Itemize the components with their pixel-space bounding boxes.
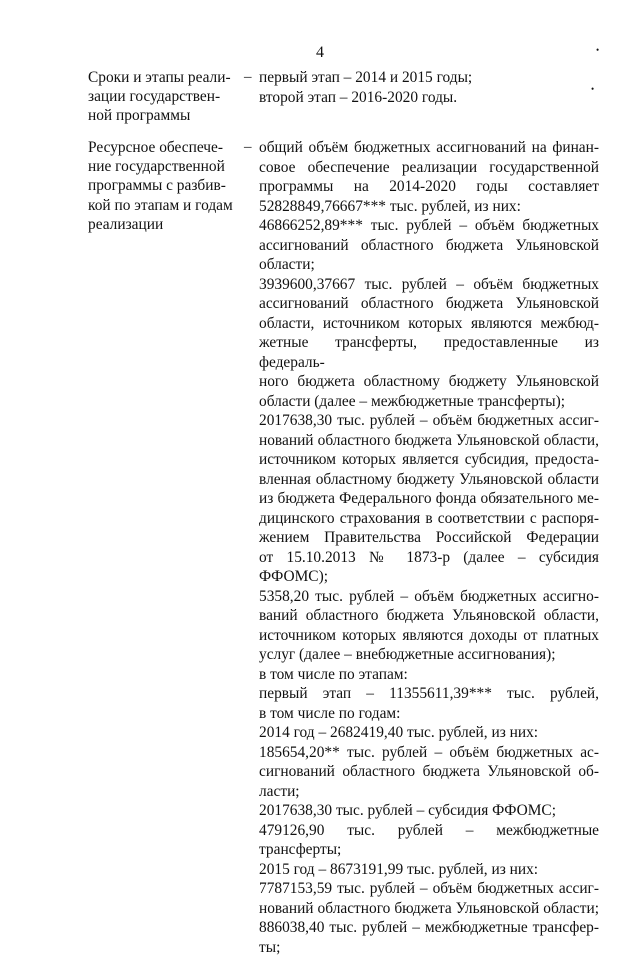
corner-mark: •	[596, 45, 599, 55]
content-line: 2014 год – 2682419,40 тыс. рублей, из них:	[259, 723, 599, 743]
content-line: первый этап – 2014 и 2015 годы;	[259, 68, 599, 88]
label-line: реализации	[88, 215, 240, 234]
content-line: сигнований областного бюджета Ульяновской об-	[259, 762, 599, 782]
content-line: в том числе по годам:	[259, 704, 599, 724]
content-line: из бюджета Федерального фонда обязательного ме-	[259, 489, 599, 509]
content-line: 479126,90 тыс. рублей – межбюджетные	[259, 821, 599, 841]
row-label	[88, 68, 240, 126]
content-line: ассигнований областного бюджета Ульяновской	[259, 294, 599, 314]
label-line: зации государствен-	[88, 87, 240, 106]
content-line: общий объём бюджетных ассигнований на финан-	[259, 138, 599, 158]
row-content	[259, 68, 599, 107]
row-label	[88, 138, 240, 234]
content-line: ласти;	[259, 782, 599, 802]
content-line: в том числе по этапам:	[259, 665, 599, 685]
content-line: совое обеспечение реализации государственной	[259, 158, 599, 178]
content-line: нований областного бюджета Ульяновской области,	[259, 431, 599, 451]
content-line: области;	[259, 255, 599, 275]
row-dash: –	[244, 138, 256, 157]
content-line: области (далее – межбюджетные трансферты);	[259, 392, 599, 412]
content-line: 2017638,30 тыс. рублей – объём бюджетных ассиг-	[259, 411, 599, 431]
content-line: источником которых являются доходы от платных	[259, 626, 599, 646]
label-line: Ресурсное обеспече-	[88, 138, 240, 157]
content-line: ваний областного бюджета Ульяновской области,	[259, 606, 599, 626]
content-line: жетные трансферты, предоставленные из федераль-	[259, 333, 599, 372]
content-line: ассигнований областного бюджета Ульяновской	[259, 236, 599, 256]
content-line: жением Правительства Российской Федерации	[259, 528, 599, 548]
row-content	[259, 138, 599, 957]
content-line: 886038,40 тыс. рублей – межбюджетные трансфер-	[259, 918, 599, 938]
content-line: ты;	[259, 938, 599, 957]
content-line: 46866252,89*** тыс. рублей – объём бюджетных	[259, 216, 599, 236]
content-line: 185654,20** тыс. рублей – объём бюджетных ас-	[259, 743, 599, 763]
content-line: второй этап – 2016-2020 годы.	[259, 88, 599, 108]
page-number: 4	[0, 44, 640, 62]
row-dash: –	[244, 68, 256, 87]
content-line: 2017638,30 тыс. рублей – субсидия ФФОМС;	[259, 801, 599, 821]
content-line: дицинского страхования в соответствии с распоря-	[259, 509, 599, 529]
content-line: 7787153,59 тыс. рублей – объём бюджетных ассиг-	[259, 879, 599, 899]
content-line: 3939600,37667 тыс. рублей – объём бюджетных	[259, 275, 599, 295]
label-line: Сроки и этапы реали-	[88, 68, 240, 87]
label-line: кой по этапам и годам	[88, 196, 240, 215]
content-line: области, источником которых являются межбюд-	[259, 314, 599, 334]
content-line: ФФОМС);	[259, 567, 599, 587]
content-line: ного бюджета областному бюджету Ульяновской	[259, 372, 599, 392]
content-line: 2015 год – 8673191,99 тыс. рублей, из них:	[259, 860, 599, 880]
content-line: нований областного бюджета Ульяновской области;	[259, 899, 599, 919]
content-line: от 15.10.2013 № 1873-р (далее – субсидия	[259, 548, 599, 568]
content-line: трансферты;	[259, 840, 599, 860]
content-line: источником которых является субсидия, предоста-	[259, 450, 599, 470]
content-line: 5358,20 тыс. рублей – объём бюджетных ассигно-	[259, 587, 599, 607]
label-line: ние государственной	[88, 157, 240, 176]
content-line: 52828849,76667*** тыс. рублей, из них:	[259, 197, 599, 217]
corner-mark: •	[591, 84, 594, 94]
content-line: услуг (далее – внебюджетные ассигнования);	[259, 645, 599, 665]
label-line: программы с разбив-	[88, 176, 240, 195]
content-line: вленная областному бюджету Ульяновской области	[259, 470, 599, 490]
label-line: ной программы	[88, 106, 240, 125]
content-line: первый этап – 11355611,39*** тыс. рублей,	[259, 684, 599, 704]
content-line: программы на 2014-2020 годы составляет	[259, 177, 599, 197]
